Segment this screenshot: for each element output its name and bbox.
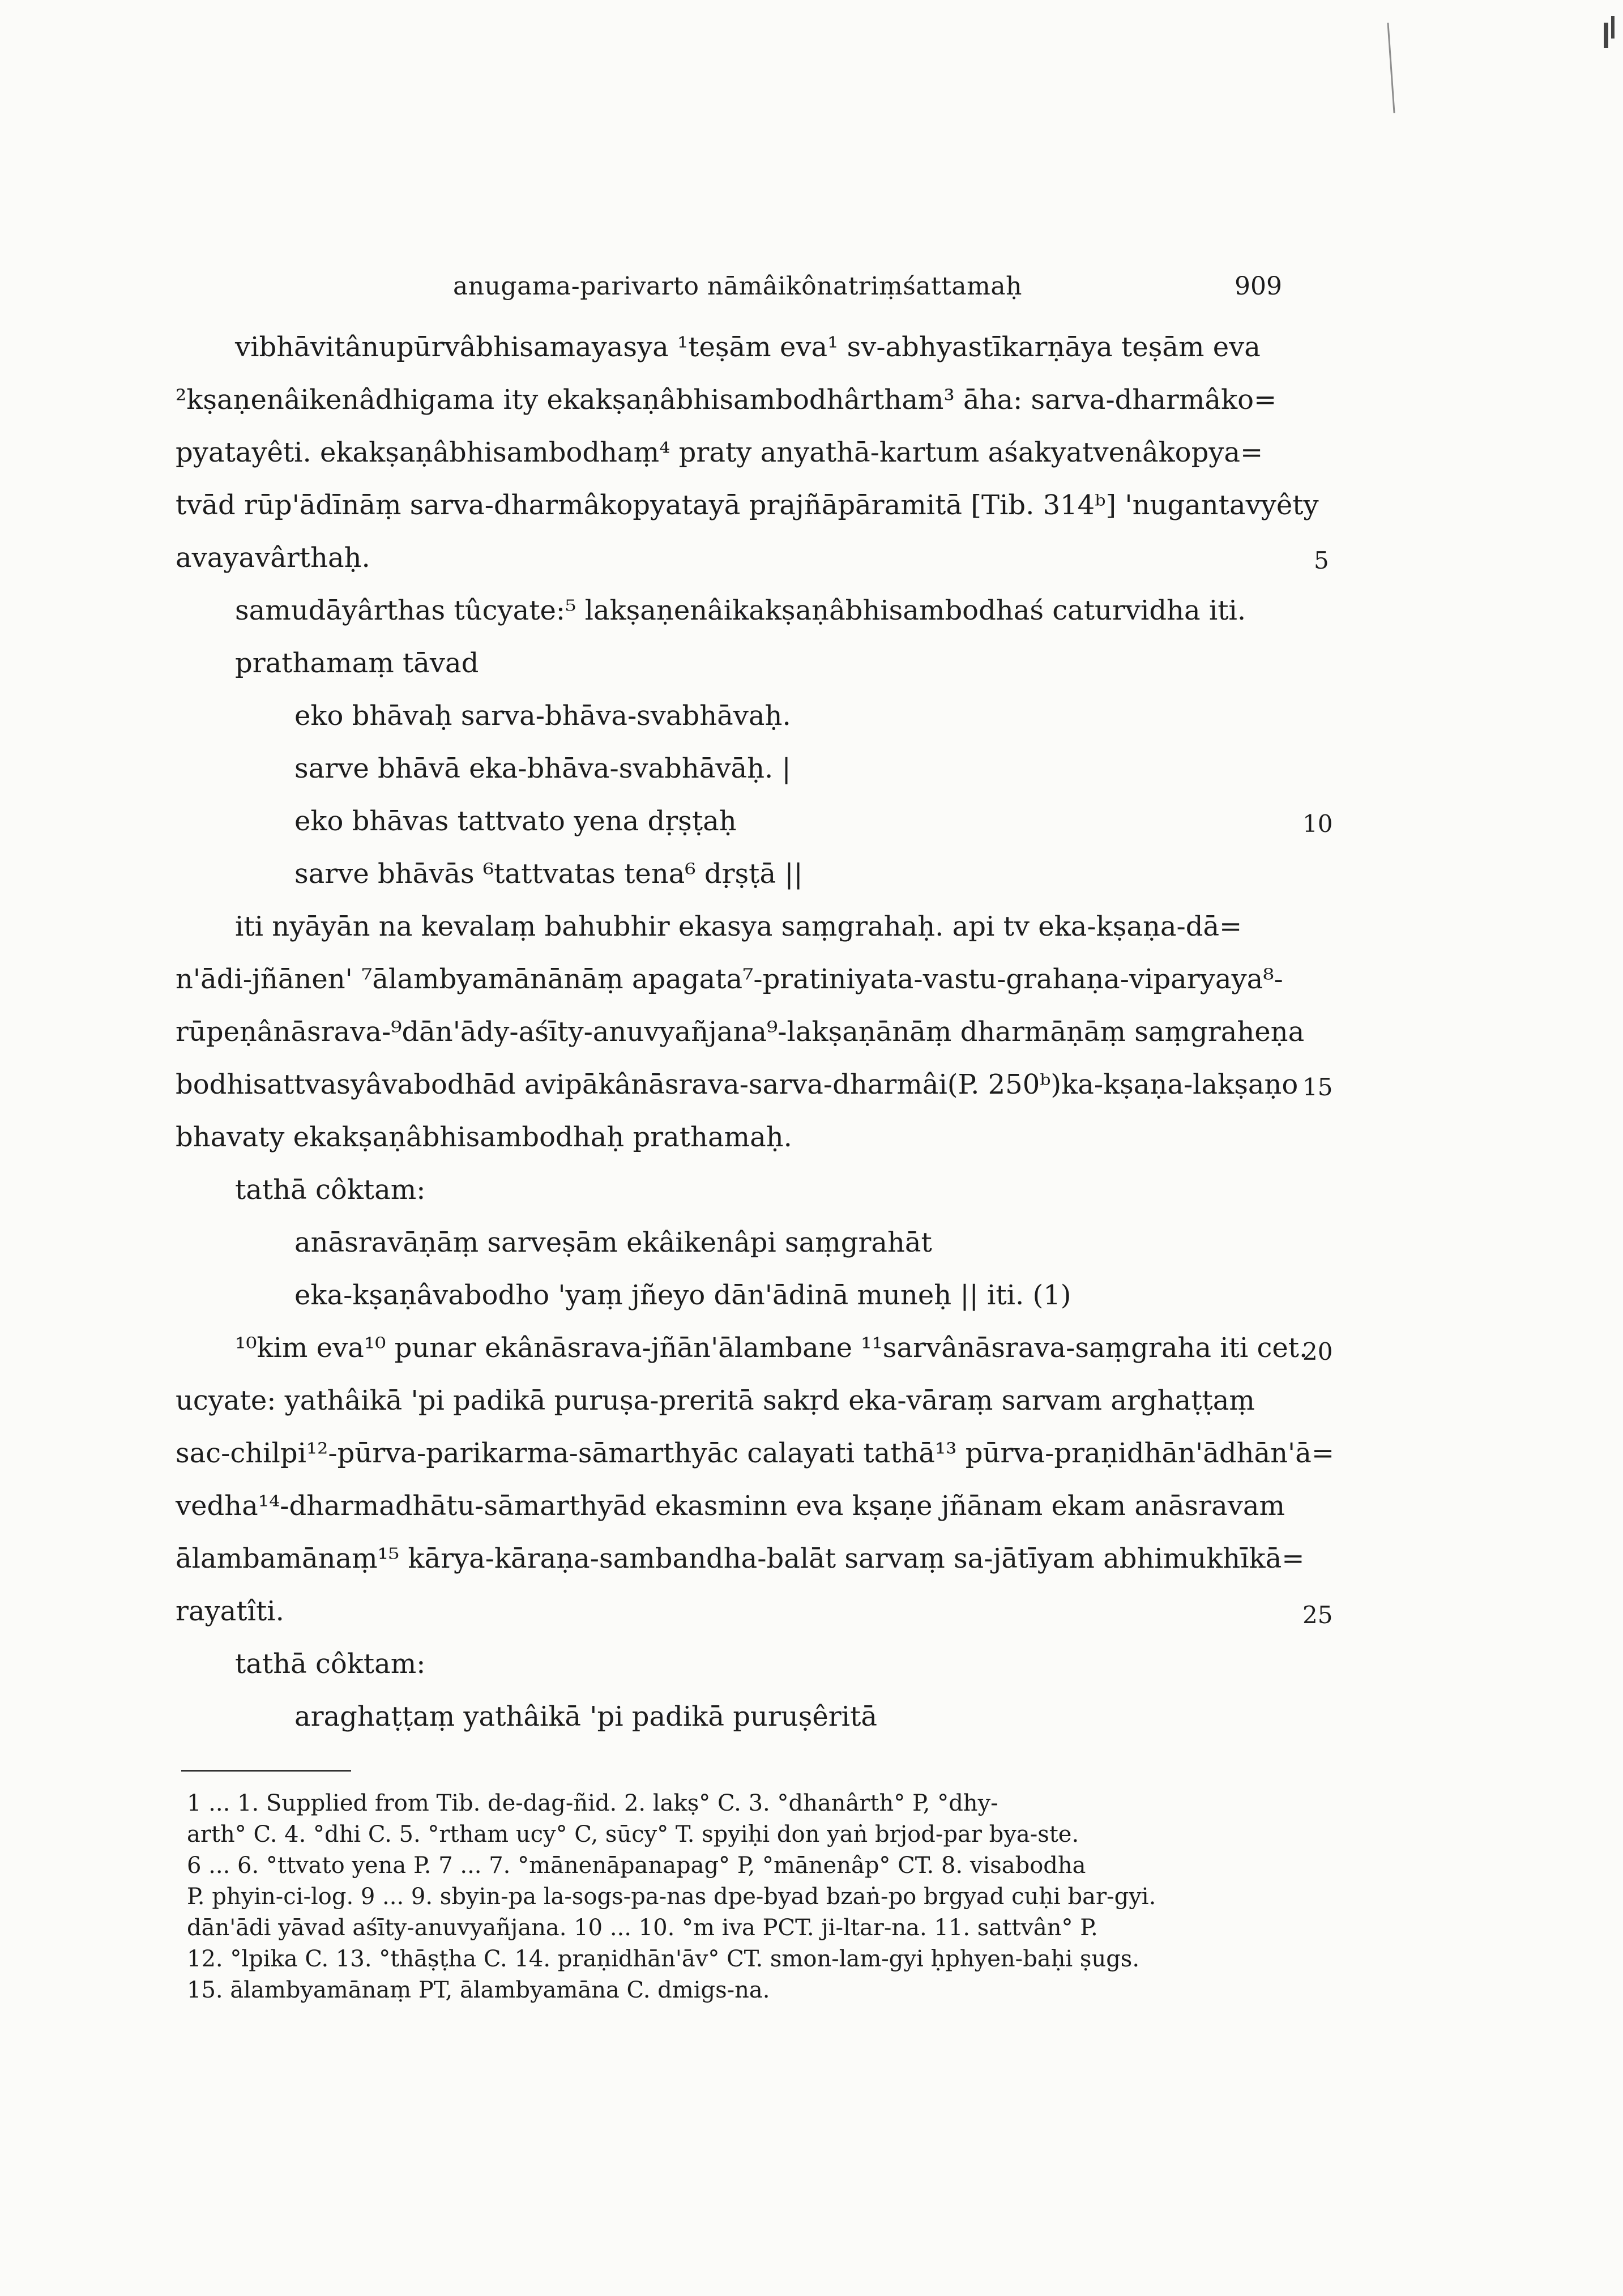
text-line: ²kṣaṇenâikenâdhigama ity ekakṣaṇâbhisambodhârtham³ āha: sarva-dharmâko= [176, 384, 1277, 416]
line-number: 5 [1314, 547, 1329, 574]
text-line: tvād rūp'ādīnāṃ sarva-dharmâkopyatayā prajñāpāramitā [Tib. 314ᵇ] 'nugantavyêty [176, 489, 1319, 521]
text-line: sac-chilpi¹²-pūrva-parikarma-sāmarthyāc calayati tathā¹³ pūrva-praṇidhān'ādhān'ā= [176, 1437, 1335, 1469]
verse-line: eko bhāvas tattvato yena dṛṣṭaḥ [294, 805, 737, 837]
text-line: tathā côktam: [235, 1174, 426, 1206]
footnote-line: arth° C. 4. °dhi C. 5. °rtham ucy° C, sūcy° T. spyiḥi don yaṅ brjod-par bya-ste. [187, 1821, 1079, 1847]
text-line: rayatîti. [176, 1595, 284, 1627]
text-line: n'ādi-jñānen' ⁷ālambyamānānāṃ apagata⁷-pratiniyata-vastu-grahaṇa-viparyaya⁸- [176, 963, 1283, 995]
footnote-line: 15. ālambyamānaṃ PT, ālambyamāna C. dmigs-na. [187, 1977, 770, 2003]
verse-line: sarve bhāvās ⁶tattvatas tena⁶ dṛṣṭā || [294, 858, 803, 890]
scan-mark [1611, 16, 1615, 39]
text-line: vedha¹⁴-dharmadhātu-sāmarthyād ekasminn eva kṣaṇe jñānam ekam anāsravam [176, 1490, 1285, 1522]
text-line: rūpeṇânāsrava-⁹dān'ādy-aśīty-anuvyañjana⁹-lakṣaṇānāṃ dharmāṇāṃ saṃgraheṇa [176, 1016, 1305, 1048]
text-line: ¹⁰kim eva¹⁰ punar ekânāsrava-jñān'ālambane ¹¹sarvânāsrava-saṃgraha iti cet. [235, 1332, 1308, 1364]
footnote-line: 6 ... 6. °ttvato yena P. 7 ... 7. °mānenāpanapag° P, °mānenâp° CT. 8. visabodha [187, 1853, 1086, 1879]
text-line: iti nyāyān na kevalaṃ bahubhir ekasya saṃgrahaḥ. api tv eka-kṣaṇa-dā= [235, 911, 1242, 942]
text-line: bhavaty ekakṣaṇâbhisambodhaḥ prathamaḥ. [176, 1121, 792, 1153]
verse-line: eka-kṣaṇâvabodho 'yaṃ jñeyo dān'ādinā muneḥ || iti. (1) [294, 1279, 1071, 1311]
line-number: 25 [1302, 1601, 1333, 1629]
text-line: tathā côktam: [235, 1648, 426, 1680]
footnote-line: 12. °lpika C. 13. °thāṣṭha C. 14. praṇidhān'āv° CT. smon-lam-gyi ḥphyen-baḥi ṣugs. [187, 1946, 1140, 1972]
footnote-line: P. phyin-ci-log. 9 ... 9. sbyin-pa la-sogs-pa-nas dpe-byad bzaṅ-po brgyad cuḥi bar-gyi. [187, 1884, 1156, 1910]
line-number: 20 [1302, 1338, 1333, 1365]
text-line: ucyate: yathâikā 'pi padikā puruṣa-preritā sakṛd eka-vāraṃ sarvam arghaṭṭaṃ [176, 1385, 1255, 1416]
text-line: ālambamānaṃ¹⁵ kārya-kāraṇa-sambandha-balāt sarvaṃ sa-jātīyam abhimukhīkā= [176, 1543, 1305, 1574]
footnote-rule [181, 1770, 351, 1772]
verse-line: araghaṭṭaṃ yathâikā 'pi padikā puruṣêritā [294, 1701, 877, 1732]
text-line: bodhisattvasyâvabodhād avipākânāsrava-sarva-dharmâi(P. 250ᵇ)ka-kṣaṇa-lakṣaṇo [176, 1069, 1299, 1100]
footnote-line: dān'ādi yāvad aśīty-anuvyañjana. 10 ... 10. °m iva PCT. ji-ltar-na. 11. sattvân° P. [187, 1915, 1098, 1941]
text-line: samudāyârthas tûcyate:⁵ lakṣaṇenâikakṣaṇâbhisambodhaś caturvidha iti. [235, 595, 1246, 626]
line-number: 15 [1302, 1073, 1333, 1101]
page-header [0, 272, 1623, 311]
scan-mark [1604, 23, 1608, 48]
text-line: prathamaṃ tāvad [235, 647, 479, 679]
text-line: vibhāvitânupūrvâbhisamayasya ¹teṣām eva¹ sv-abhyastīkarṇāya teṣām eva [235, 331, 1261, 363]
text-line: pyatayêti. ekakṣaṇâbhisambodhaṃ⁴ praty anyathā-kartum aśakyatvenâkopya= [176, 437, 1263, 468]
footnote-line: 1 ... 1. Supplied from Tib. de-dag-ñid. 2. lakṣ° C. 3. °dhanârth° P, °dhy- [187, 1790, 998, 1816]
line-number: 10 [1302, 810, 1333, 838]
text-line: avayavârthaḥ. [176, 542, 370, 574]
verse-line: anāsravāṇāṃ sarveṣām ekâikenâpi saṃgrahāt [294, 1227, 932, 1258]
running-title: anugama-parivarto nāmâikônatriṃśattamaḥ [453, 272, 1022, 301]
verse-line: sarve bhāvā eka-bhāva-svabhāvāḥ. | [294, 753, 791, 784]
scan-mark [1387, 23, 1395, 113]
verse-line: eko bhāvaḥ sarva-bhāva-svabhāvaḥ. [294, 700, 791, 732]
page-number: 909 [1235, 272, 1282, 301]
